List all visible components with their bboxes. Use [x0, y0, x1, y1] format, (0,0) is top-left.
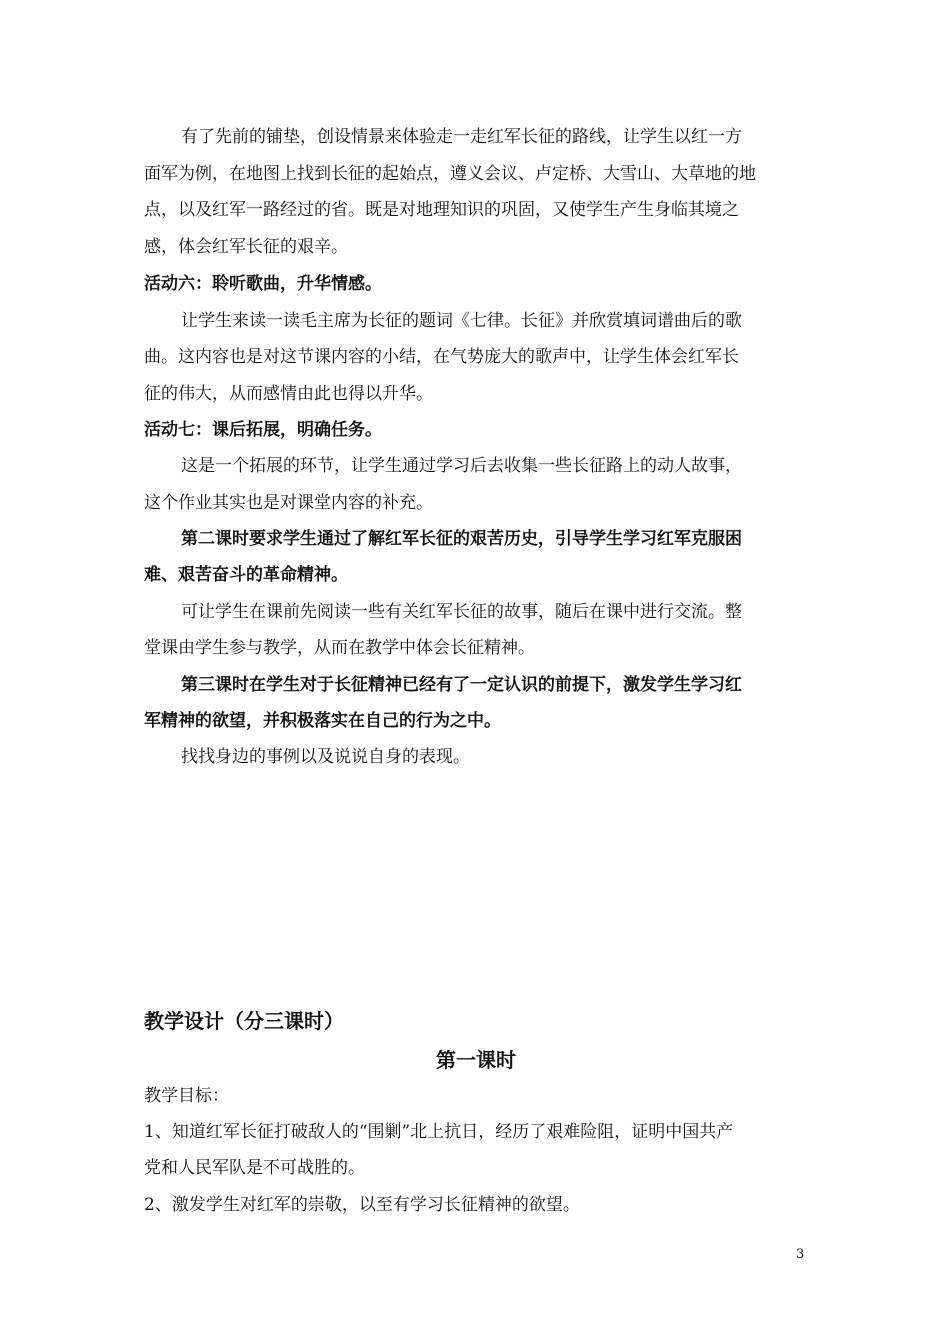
- teaching-design-heading: 教学设计（分三课时）: [144, 1009, 344, 1033]
- paragraph-line: 有了先前的铺垫，创设情景来体验走一走红军长征的路线，让学生以红一方: [181, 127, 742, 147]
- paragraph-line: 感，体会红军长征的艰辛。: [144, 237, 348, 257]
- lesson-two-summary: 难、艰苦奋斗的革命精神。: [144, 565, 348, 585]
- paragraph-line: 可让学生在课前先阅读一些有关红军长征的故事，随后在课中进行交流。整: [181, 602, 742, 622]
- goals-label: 教学目标：: [144, 1086, 229, 1106]
- paragraph-line: 征的伟大，从而感情由此也得以升华。: [144, 384, 433, 404]
- goal-item: 2、激发学生对红军的崇敬，以至有学习长征精神的欲望。: [144, 1195, 580, 1215]
- paragraph-line: 找找身边的事例以及说说自身的表现。: [181, 747, 470, 767]
- paragraph-line: 堂课由学生参与教学，从而在教学中体会长征精神。: [144, 638, 535, 658]
- lesson-three-summary: 军精神的欲望，并积极落实在自己的行为之中。: [144, 711, 501, 731]
- activity-seven-heading: 活动七：课后拓展，明确任务。: [144, 420, 382, 440]
- lesson-three-summary: 第三课时在学生对于长征精神已经有了一定认识的前提下，激发学生学习红: [181, 675, 742, 695]
- lesson-two-summary: 第二课时要求学生通过了解红军长征的艰苦历史，引导学生学习红军克服困: [181, 529, 742, 549]
- goal-item: 党和人民军队是不可战胜的。: [144, 1158, 365, 1178]
- paragraph-line: 面军为例，在地图上找到长征的起始点，遵义会议、卢定桥、大雪山、大草地的地: [144, 164, 756, 184]
- paragraph-line: 曲。这内容也是对这节课内容的小结，在气势庞大的歌声中，让学生体会红军长: [144, 347, 739, 367]
- goal-item: 1、知道红军长征打破敌人的“围剿”北上抗日，经历了艰难险阻，证明中国共产: [144, 1122, 734, 1142]
- paragraph-line: 点，以及红军一路经过的省。既是对地理知识的巩固，又使学生产生身临其境之: [144, 200, 739, 220]
- paragraph-line: 这是一个拓展的环节，让学生通过学习后去收集一些长征路上的动人故事，: [181, 456, 742, 476]
- paragraph-line: 这个作业其实也是对课堂内容的补充。: [144, 493, 433, 513]
- paragraph-line: 让学生来读一读毛主席为长征的题词《七律。长征》并欣赏填词谱曲后的歌: [181, 311, 742, 331]
- lesson-title: 第一课时: [436, 1048, 516, 1072]
- page-number: 3: [796, 1247, 805, 1262]
- activity-six-heading: 活动六：聆听歌曲，升华情感。: [144, 274, 382, 294]
